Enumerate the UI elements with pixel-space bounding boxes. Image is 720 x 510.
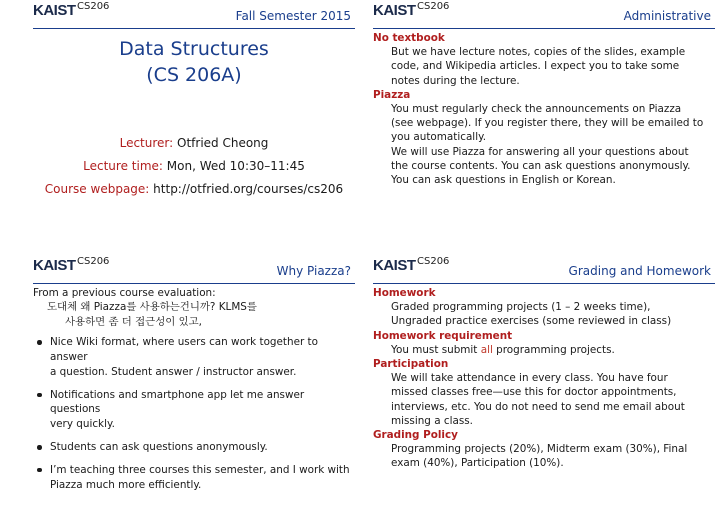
course-webpage-link[interactable]: http://otfried.org/courses/cs206	[153, 182, 344, 196]
text-line: Programming projects (20%), Midterm exam (30%), Final	[391, 443, 688, 456]
header-rule	[373, 283, 715, 284]
text-line: I’m teaching three courses this semester, and I work with	[50, 463, 350, 476]
header-rule	[33, 28, 355, 29]
text-line: the course contents. You can ask questions anonymously.	[391, 159, 691, 172]
lecture-time-label: Lecture time:	[83, 159, 163, 173]
text-line: You can ask questions in English or Korean.	[391, 174, 616, 187]
text-line: Piazza much more efficiently.	[50, 478, 202, 491]
lecturer-line	[33, 136, 355, 150]
text-line: You must regularly check the announcements on Piazza	[391, 103, 682, 116]
text-line: But we have lecture notes, copies of the slides, example	[391, 46, 686, 59]
emphasis-text: all	[480, 343, 493, 356]
course-code: CS206	[77, 256, 110, 267]
text-run: You must submit	[391, 343, 481, 356]
slide-title	[5, 0, 355, 245]
bullet-icon	[37, 445, 42, 450]
list-item	[33, 388, 353, 432]
slide-title: Why Piazza?	[276, 264, 351, 278]
block-heading: Homework requirement	[373, 329, 513, 342]
text-line: Students can ask questions anonymously.	[50, 441, 268, 453]
slide-why-piazza	[5, 255, 355, 500]
text-line: Notifications and smartphone app let me answer questions	[50, 388, 305, 416]
list-item	[33, 440, 353, 455]
course-webpage-line	[33, 182, 355, 196]
kaist-logo: KAIST	[33, 2, 76, 19]
slide-title: Grading and Homework	[568, 264, 711, 278]
semester-label: Fall Semester 2015	[235, 9, 351, 23]
block-heading: No textbook	[373, 32, 445, 44]
kaist-logo: KAIST	[373, 2, 416, 19]
slide-header	[5, 255, 355, 283]
lecturer-value: Otfried Cheong	[177, 136, 269, 150]
text-line: very quickly.	[50, 418, 115, 431]
slide-header	[365, 0, 715, 28]
slide-header	[5, 0, 355, 28]
text-line: you automatically.	[391, 131, 487, 144]
text-line: We will use Piazza for answering all your questions about	[391, 145, 689, 158]
bullet-icon	[37, 340, 42, 345]
text-line: exam (40%), Participation (10%).	[391, 457, 564, 470]
course-code: CS206	[417, 256, 450, 267]
kaist-logo: KAIST	[33, 257, 76, 274]
kaist-logo: KAIST	[373, 257, 416, 274]
lecturer-label: Lecturer:	[119, 136, 174, 150]
slide-body	[373, 31, 713, 187]
text-run: programming projects.	[492, 343, 615, 356]
text-line: We will take attendance in every class. You have four	[391, 372, 668, 385]
slide-body	[33, 286, 353, 500]
text-line: notes during the lecture.	[391, 74, 520, 87]
bullet-icon	[37, 393, 42, 398]
course-number: (CS 206A)	[146, 64, 242, 86]
list-item	[33, 335, 353, 379]
slide-body	[373, 286, 713, 471]
quote-intro: From a previous course evaluation:	[33, 287, 216, 299]
slide-header	[365, 255, 715, 283]
block-text	[373, 343, 713, 357]
text-line: Ungraded practice exercises (some reviewed in class)	[391, 315, 672, 328]
evaluation-quote	[33, 286, 353, 329]
header-rule	[373, 28, 715, 29]
slide-grading	[365, 255, 715, 500]
slide-title: Administrative	[623, 9, 711, 23]
text-line: Graded programming projects (1 – 2 weeks time),	[391, 301, 651, 314]
course-code: CS206	[417, 1, 450, 12]
text-line: a question. Student answer / instructor answer.	[50, 365, 297, 378]
text-line: missing a class.	[391, 414, 473, 427]
block-heading: Homework	[373, 287, 436, 299]
block-heading: Grading Policy	[373, 429, 458, 442]
list-item	[33, 463, 353, 493]
block-text	[373, 300, 713, 328]
block-text	[373, 371, 713, 428]
text-line: (see webpage). If you register there, they will be emailed to	[391, 117, 704, 130]
lecture-time-value: Mon, Wed 10:30–11:45	[166, 159, 305, 173]
text-line: missed classes free—use this for doctor appointments,	[391, 386, 677, 399]
block-heading: Piazza	[373, 88, 411, 101]
bullet-icon	[37, 468, 42, 473]
lecture-time-line	[33, 159, 355, 173]
text-line: code, and Wikipedia articles. I expect you to take some	[391, 60, 680, 73]
course-title: Data Structures	[119, 38, 269, 60]
course-webpage-label: Course webpage:	[44, 182, 150, 196]
quote-korean-line: 도대체 왜 Piazza를 사용하는건니까? KLMS를	[47, 301, 257, 314]
quote-korean-line: 사용하면 좀 더 접근성이 있고,	[65, 315, 202, 328]
text-line: interviews, etc. You do not need to send me email about	[391, 400, 685, 413]
block-heading: Participation	[373, 358, 449, 371]
bullet-list	[33, 335, 353, 492]
header-rule	[33, 283, 355, 284]
block-text	[373, 45, 713, 88]
course-code: CS206	[77, 1, 110, 12]
text-line: Nice Wiki format, where users can work together to answer	[50, 336, 318, 364]
block-text	[373, 102, 713, 187]
block-text	[373, 442, 713, 470]
slide-administrative	[365, 0, 715, 245]
